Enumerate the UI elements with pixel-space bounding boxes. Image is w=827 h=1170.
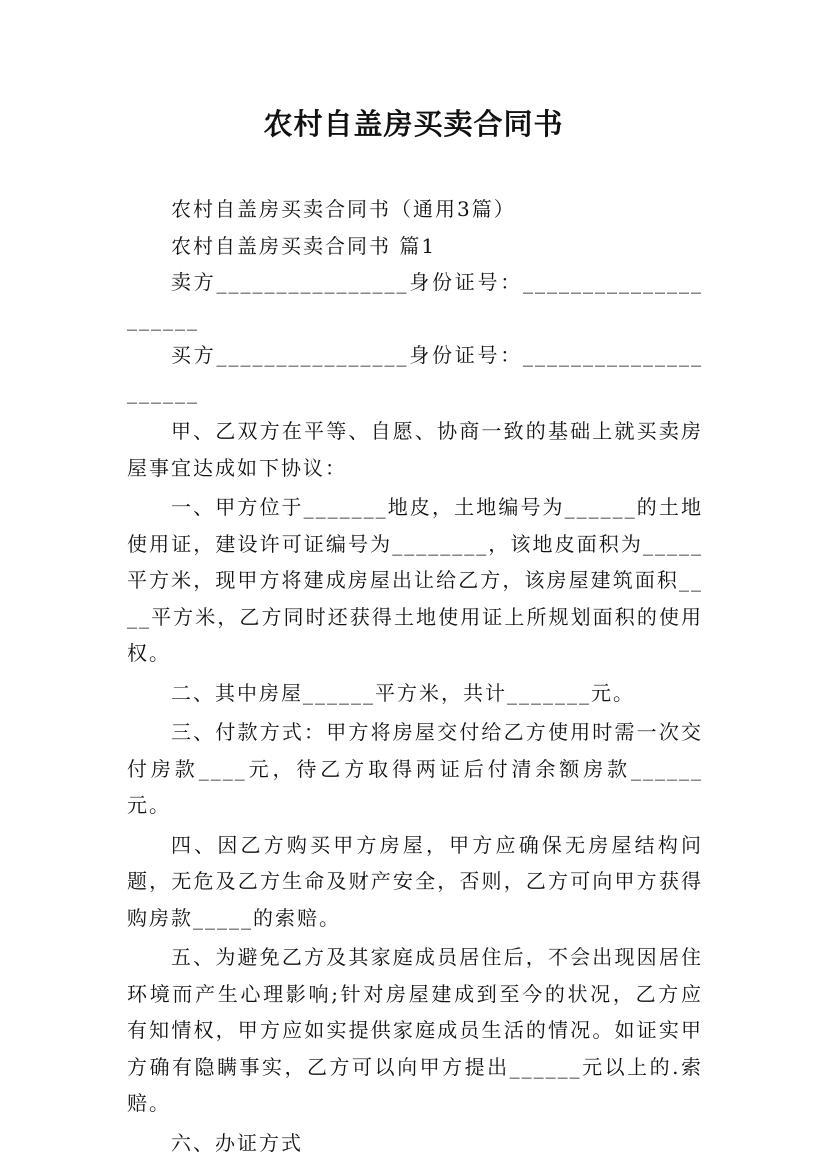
paragraph-seller-line: 卖方________________身份证号：_____________________ bbox=[127, 270, 703, 331]
document-body bbox=[127, 191, 703, 1161]
paragraph-clause-6-heading: 六、办证方式 bbox=[171, 1130, 303, 1155]
paragraph-preamble: 甲、乙双方在平等、自愿、协商一致的基础上就买卖房屋事宜达成如下协议： bbox=[127, 419, 703, 480]
paragraph-clause-2: 二、其中房屋______平方米，共计_______元。 bbox=[171, 680, 635, 705]
paragraph-clause-5: 五、为避免乙方及其家庭成员居住后，不会出现因居住环境而产生心理影响;针对房屋建成到至今的状况，乙方应有知情权，甲方应如实提供家庭成员生活的情况。如证实甲方确有隐瞒事实，乙方可以向甲方提出______元以上的.索赔。 bbox=[127, 945, 703, 1115]
paragraph-section-heading: 农村自盖房买卖合同书 篇1 bbox=[171, 233, 437, 258]
paragraph-clause-4: 四、因乙方购买甲方房屋，甲方应确保无房屋结构问题，无危及乙方生命及财产安全，否则，乙方可向甲方获得购房款_____的索赔。 bbox=[127, 832, 703, 930]
paragraph-clause-3: 三、付款方式：甲方将房屋交付给乙方使用时需一次交付房款____元，待乙方取得两证后付清余额房款______元。 bbox=[127, 720, 703, 817]
paragraph-clause-1: 一、甲方位于_______地皮，土地编号为______的土地使用证，建设许可证编号为________，该地皮面积为_____平方米，现甲方将建成房屋出让给乙方，该房屋建筑面积____平方米，乙方同时还获得土地使用证上所规划面积的使用权。 bbox=[127, 495, 703, 665]
paragraph-subtitle: 农村自盖房买卖合同书（通用3篇） bbox=[171, 197, 516, 221]
document-title: 农村自盖房买卖合同书 bbox=[263, 107, 564, 141]
paragraph-buyer-line: 买方________________身份证号：_____________________ bbox=[127, 343, 703, 404]
